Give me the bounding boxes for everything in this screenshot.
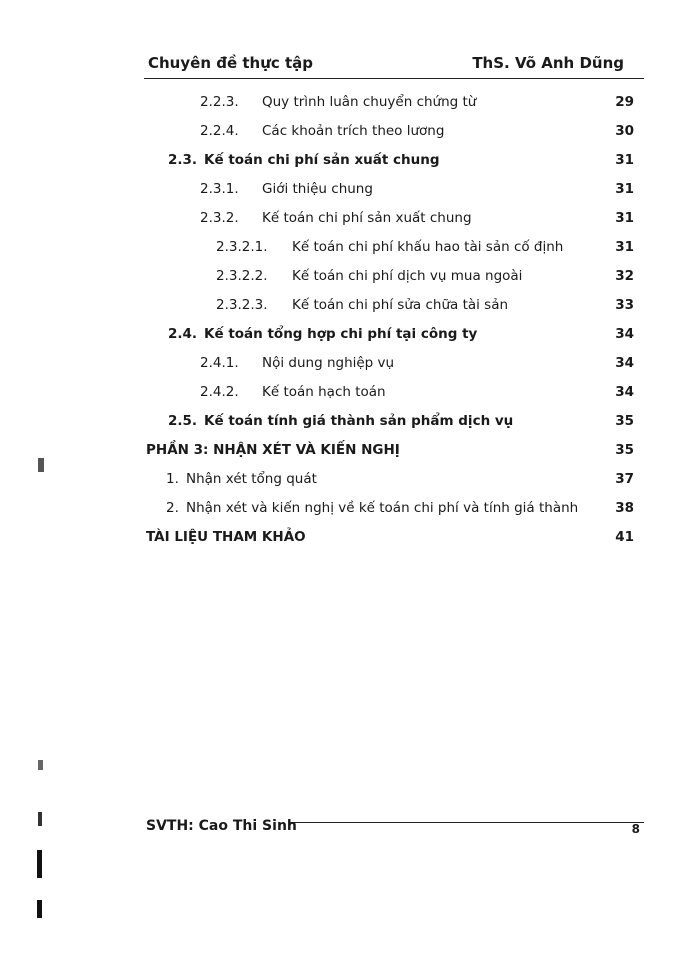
toc-entry-title: Kế toán chi phí sửa chữa tài sản	[292, 297, 509, 313]
toc-entry	[200, 121, 640, 141]
toc-entry-page: 35	[615, 442, 634, 458]
header-course-title: Chuyên đề thực tập	[148, 54, 314, 72]
toc-entry	[166, 498, 640, 518]
toc-entry-title: Kế toán tính giá thành sản phẩm dịch vụ	[204, 413, 514, 429]
toc-entry-number: 2.3.1.	[200, 181, 239, 197]
toc-entry-number: 2.3.2.2.	[216, 268, 268, 284]
toc-entry	[216, 295, 640, 315]
toc-entry-number: 2.4.	[168, 326, 198, 342]
toc-entry-number: 2.3.2.3.	[216, 297, 268, 313]
toc-entry-page: 29	[615, 94, 634, 110]
header-rule	[144, 78, 644, 79]
scan-artifact	[38, 458, 44, 472]
toc-entry-page: 34	[615, 355, 634, 371]
toc-entry-title: Kế toán chi phí khấu hao tài sản cố định	[292, 239, 564, 255]
toc-entry-page: 34	[615, 384, 634, 400]
toc-entry-title: Nội dung nghiệp vụ	[262, 355, 395, 371]
scan-artifact	[37, 900, 42, 918]
toc-entry-number: 2.4.1.	[200, 355, 239, 371]
toc-entry	[168, 324, 640, 344]
toc-entry-title: Kế toán hạch toán	[262, 384, 386, 400]
toc-entry-number: 2.4.2.	[200, 384, 239, 400]
toc-entry-number: 2.3.	[168, 152, 198, 168]
toc-entry	[200, 179, 640, 199]
toc-entry-title: Các khoản trích theo lương	[262, 123, 445, 139]
toc-entry-page: 32	[615, 268, 634, 284]
toc-entry-page: 31	[615, 210, 634, 226]
toc-entry-title: Kế toán chi phí sản xuất chung	[262, 210, 472, 226]
toc-entry-page: 37	[615, 471, 634, 487]
toc-entry-page: 41	[615, 529, 634, 545]
toc-entry	[216, 237, 640, 257]
toc-entry-title: Kế toán chi phí dịch vụ mua ngoài	[292, 268, 523, 284]
toc-entry-number: 2.	[166, 500, 179, 516]
toc-entry-page: 31	[615, 239, 634, 255]
toc-entry-number: 2.3.2.	[200, 210, 239, 226]
toc-entry-title: TÀI LIỆU THAM KHẢO	[146, 529, 306, 545]
toc-entry-number: 1.	[166, 471, 179, 487]
page-footer	[146, 818, 644, 838]
toc-entry-title: Nhận xét tổng quát	[186, 471, 317, 487]
scan-artifact	[38, 760, 43, 770]
toc-entry-title: Quy trình luân chuyển chứng từ	[262, 94, 477, 110]
toc-entry	[200, 92, 640, 112]
toc-entry	[146, 527, 640, 547]
toc-entry	[216, 266, 640, 286]
toc-entry	[168, 411, 640, 431]
toc-entry	[168, 150, 640, 170]
footer-page-number: 8	[631, 822, 640, 836]
toc-entry	[200, 382, 640, 402]
toc-entry-title: Giới thiệu chung	[262, 181, 373, 197]
page-header	[148, 54, 644, 78]
toc-entry	[166, 469, 640, 489]
scan-artifact	[38, 812, 42, 826]
toc-entry-title: Kế toán chi phí sản xuất chung	[204, 152, 440, 168]
toc-entry-page: 30	[615, 123, 634, 139]
toc-entry-page: 31	[615, 152, 634, 168]
toc-entry-page: 38	[615, 500, 634, 516]
toc-entry-number: 2.2.3.	[200, 94, 239, 110]
toc-entry	[146, 440, 640, 460]
toc-entry-page: 35	[615, 413, 634, 429]
toc-entry-number: 2.2.4.	[200, 123, 239, 139]
toc-entry-number: 2.5.	[168, 413, 198, 429]
footer-student: SVTH: Cao Thi Sinh	[146, 818, 297, 834]
toc-entry	[200, 353, 640, 373]
toc-entry-title: PHẦN 3: NHẬN XÉT VÀ KIẾN NGHỊ	[146, 442, 400, 458]
header-instructor: ThS. Võ Anh Dũng	[472, 54, 624, 72]
toc-entry-page: 34	[615, 326, 634, 342]
toc-entry-page: 31	[615, 181, 634, 197]
toc-entry	[200, 208, 640, 228]
toc-entry-title: Kế toán tổng hợp chi phí tại công ty	[204, 326, 478, 342]
toc-entry-number: 2.3.2.1.	[216, 239, 268, 255]
scan-artifact	[37, 850, 42, 878]
toc-entry-title: Nhận xét và kiến nghị về kế toán chi phí và tính giá thành	[186, 500, 579, 516]
toc-entry-page: 33	[615, 297, 634, 313]
